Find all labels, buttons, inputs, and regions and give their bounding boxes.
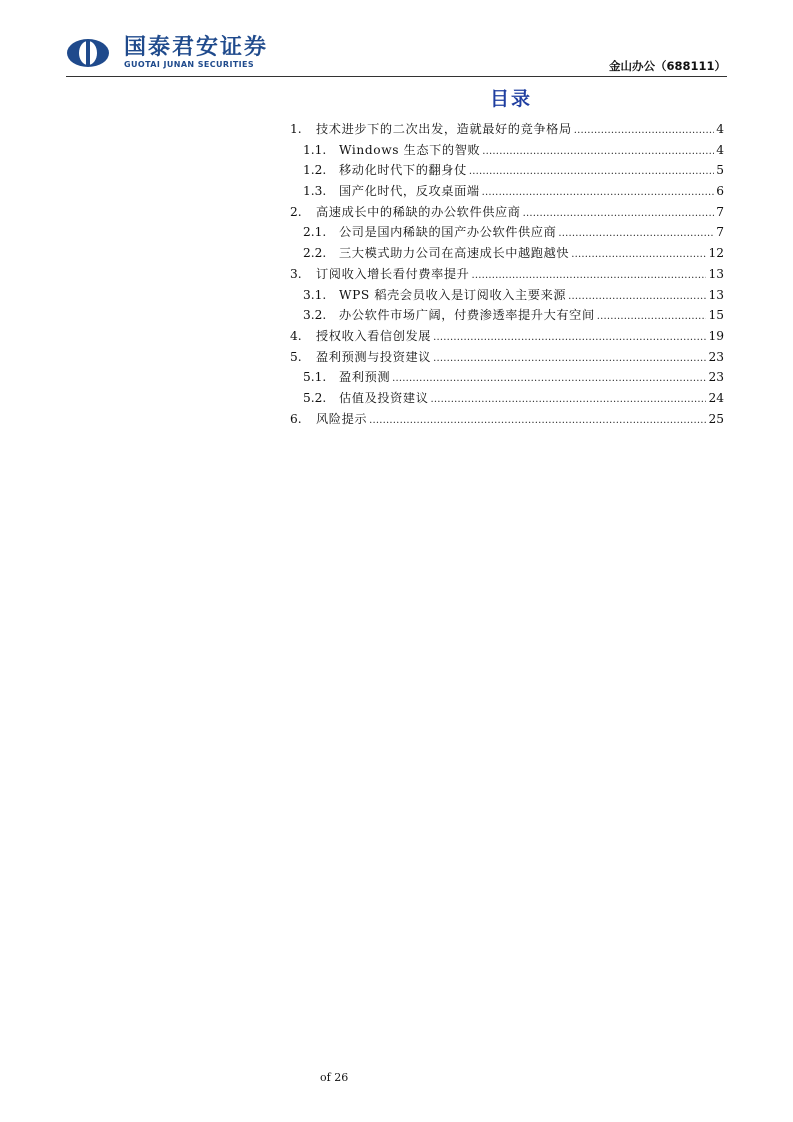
- toc-entry-label[interactable]: 授权收入看信创发展: [316, 328, 432, 343]
- toc-entry-label[interactable]: 技术进步下的二次出发，造就最好的竞争格局: [316, 122, 572, 136]
- toc-entry[interactable]: [290, 202, 724, 223]
- guotai-junan-logo-icon: [66, 38, 110, 68]
- toc-entry-label[interactable]: 移动化时代下的翻身仗: [339, 163, 467, 178]
- toc-entry-label[interactable]: 订阅收入增长看付费率提升: [316, 266, 470, 281]
- toc-entry-page[interactable]: 5: [716, 163, 724, 178]
- toc-entry[interactable]: [290, 222, 724, 243]
- toc-leader-dots: [482, 183, 715, 204]
- logo-chinese-name: 国泰君安证券: [124, 35, 269, 60]
- toc-entry[interactable]: [290, 264, 724, 285]
- toc-entry-number: 2.1.: [303, 225, 327, 240]
- toc-leader-dots: [469, 162, 714, 183]
- toc-entry[interactable]: [290, 305, 724, 326]
- toc-entry[interactable]: [290, 347, 724, 368]
- toc-entry-label[interactable]: 盈利预测与投资建议: [316, 349, 432, 364]
- toc-leader-dots: [574, 121, 714, 142]
- toc-entry-page[interactable]: 23: [708, 349, 724, 364]
- toc-entry-number: 6.: [290, 411, 302, 426]
- toc-entry-page[interactable]: 12: [708, 246, 724, 261]
- toc-leader-dots: [433, 349, 706, 370]
- toc-entry-number: 5.2.: [303, 390, 327, 405]
- toc-entry-page[interactable]: 7: [716, 225, 724, 240]
- toc-entry-page[interactable]: 23: [708, 370, 724, 385]
- toc-entry-label[interactable]: WPS 稻壳会员收入是订阅收入主要来源: [339, 287, 567, 302]
- toc-title: 目录: [489, 88, 532, 110]
- toc-leader-dots: [482, 142, 714, 163]
- page-footer: of 26: [320, 1071, 349, 1084]
- toc-entry[interactable]: [290, 285, 724, 306]
- toc-entry-page[interactable]: 24: [708, 390, 724, 405]
- toc-entry[interactable]: [290, 119, 724, 140]
- toc-entry-number: 4.: [290, 328, 302, 343]
- toc-entry-page[interactable]: 4: [716, 122, 724, 136]
- toc-entry-label[interactable]: 办公软件市场广阔，付费渗透率提升大有空间: [339, 308, 595, 323]
- toc-entry-number: 2.2.: [303, 246, 327, 261]
- toc-entry-page[interactable]: 4: [716, 142, 724, 157]
- toc-entry-number: 5.1.: [303, 370, 327, 385]
- toc-entry[interactable]: [290, 326, 724, 347]
- page-header: [66, 34, 726, 76]
- toc-entry-number: 3.1.: [303, 287, 327, 302]
- toc-entry-label[interactable]: 公司是国内稀缺的国产办公软件供应商: [339, 225, 557, 240]
- toc-entry[interactable]: [290, 243, 724, 264]
- toc-entry[interactable]: [290, 140, 724, 161]
- toc-leader-dots: [523, 204, 715, 225]
- logo-english-name: GUOTAI JUNAN SECURITIES: [124, 60, 255, 69]
- toc-entry-label[interactable]: 估值及投资建议: [339, 390, 429, 405]
- toc-entry-page[interactable]: 25: [708, 411, 724, 426]
- toc-leader-dots: [571, 245, 706, 266]
- toc-entry-number: 2.: [290, 204, 302, 219]
- toc-entry[interactable]: [290, 409, 724, 430]
- toc-leader-dots: [433, 328, 706, 349]
- toc-entry-number: 1.: [290, 122, 302, 136]
- header-divider: [66, 76, 727, 77]
- toc-entry-page[interactable]: 7: [716, 204, 724, 219]
- header-company-ticker: 金山办公（688111）: [608, 59, 726, 73]
- toc-entry-page[interactable]: 13: [708, 266, 724, 281]
- toc-entry-label[interactable]: 高速成长中的稀缺的办公软件供应商: [316, 204, 521, 219]
- toc-entry[interactable]: [290, 388, 724, 409]
- toc-entry-page[interactable]: 19: [708, 328, 724, 343]
- toc-entry-number: 3.2.: [303, 308, 327, 323]
- toc-leader-dots: [471, 266, 706, 287]
- toc-entry-page[interactable]: 6: [716, 184, 724, 199]
- toc-leader-dots: [568, 287, 706, 308]
- toc-entry[interactable]: [290, 181, 724, 202]
- toc-entry-number: 5.: [290, 349, 302, 364]
- toc-entry-number: 3.: [290, 266, 302, 281]
- toc-entry-label[interactable]: 盈利预测: [339, 370, 391, 385]
- toc-leader-dots: [597, 307, 707, 328]
- table-of-contents: [290, 119, 724, 429]
- toc-entry-label[interactable]: 国产化时代，反攻桌面端: [339, 184, 480, 199]
- toc-entry-label[interactable]: 风险提示: [316, 411, 368, 426]
- toc-entry-number: 1.1.: [303, 142, 327, 157]
- toc-leader-dots: [431, 390, 707, 411]
- toc-entry[interactable]: [290, 160, 724, 181]
- toc-entry-page[interactable]: 13: [708, 287, 724, 302]
- toc-leader-dots: [392, 369, 706, 390]
- toc-entry-number: 1.3.: [303, 184, 327, 199]
- toc-entry-number: 1.2.: [303, 163, 327, 178]
- toc-leader-dots: [558, 224, 714, 245]
- toc-entry-label[interactable]: 三大模式助力公司在高速成长中越跑越快: [339, 246, 570, 261]
- toc-entry[interactable]: [290, 367, 724, 388]
- toc-leader-dots: [369, 411, 706, 432]
- toc-entry-page[interactable]: 15: [708, 308, 724, 323]
- toc-entry-label[interactable]: Windows 生态下的智败: [339, 142, 481, 157]
